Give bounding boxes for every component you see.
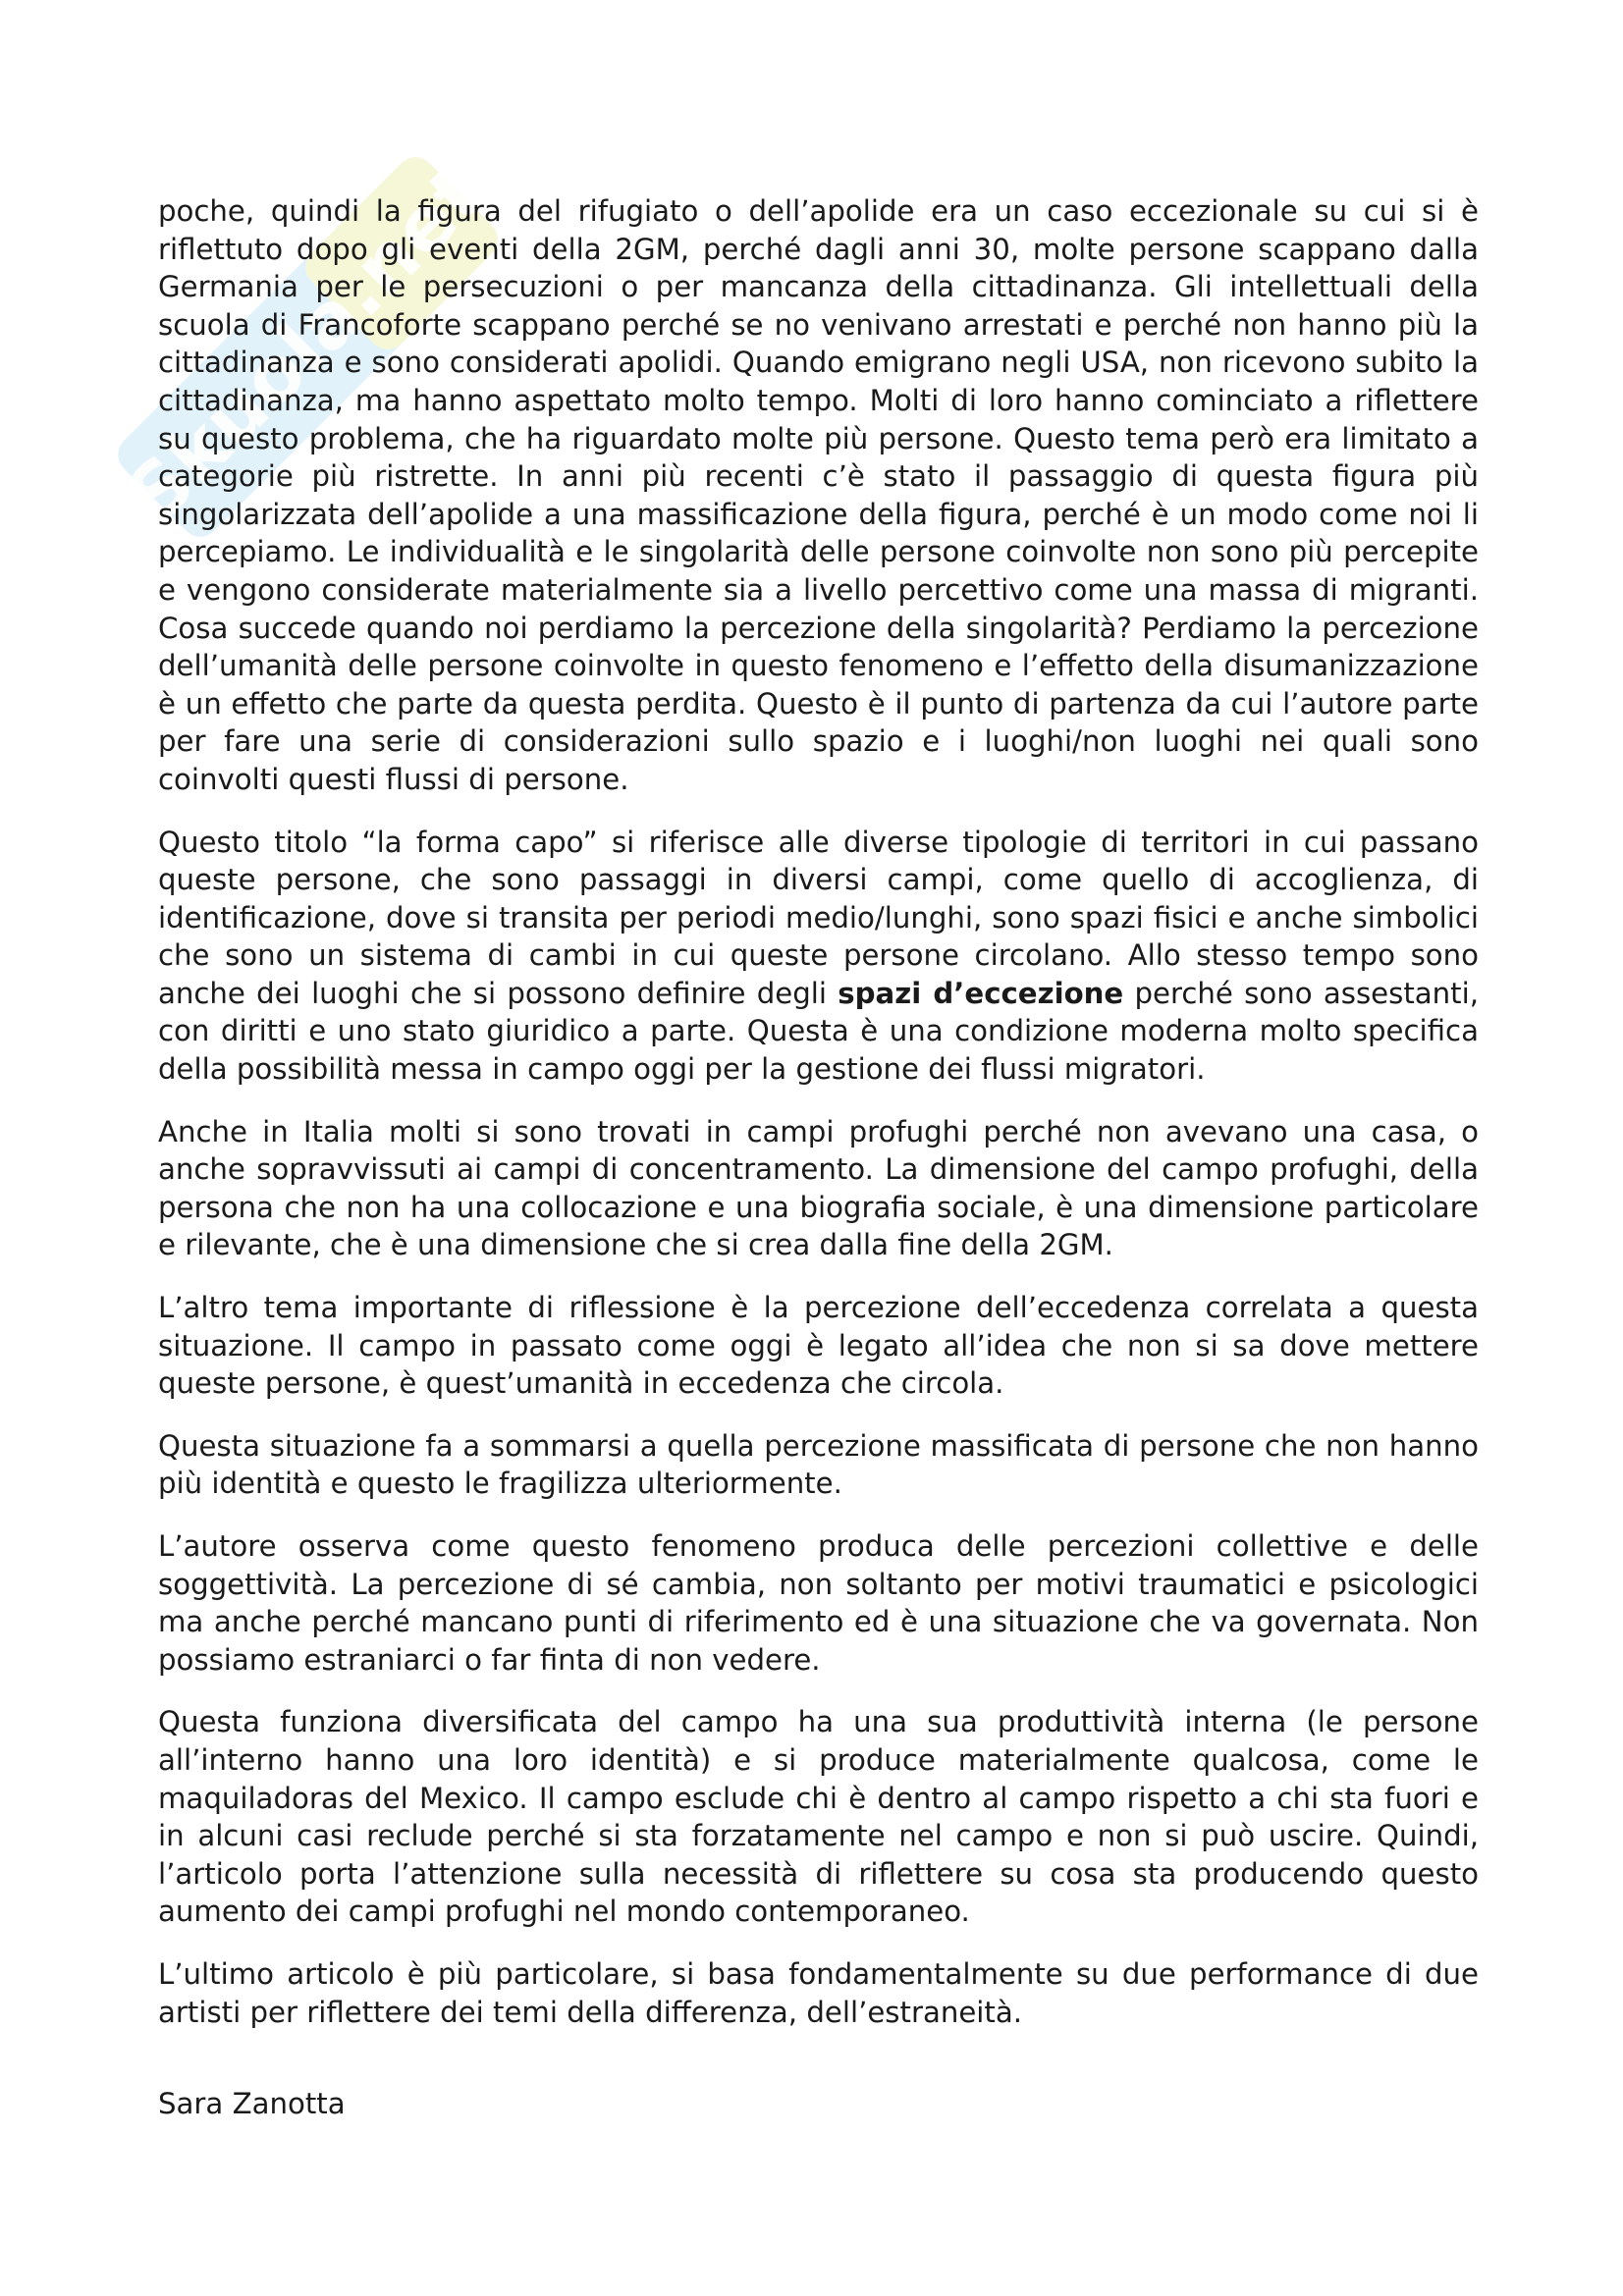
bold-term-spazi-eccezione: spazi d’eccezione xyxy=(838,976,1124,1010)
author-signature: Sara Zanotta xyxy=(158,2087,346,2121)
paragraph-1: poche, quindi la figura del rifugiato o dell’apolide era un caso eccezionale su cui si è riflettuto dopo gli eventi della 2GM, perché dagli anni 30, molte persone scappano dalla Germania per le persecuzioni o per mancanza della cittadinanza. Gli intellettuali della scuola di Francoforte scappano perché se no venivano arrestati e perché non hanno più la cittadinanza e sono considerati apolidi. Quando emigrano negli USA, non ricevono subito la cittadinanza, ma hanno aspettato molto tempo. Molti di loro hanno cominciato a riflettere su questo problema, che ha riguardato molte più persone. Questo tema però era limitato a categorie più ristrette. In anni più recenti c’è stato il passaggio di questa figura più singolarizzata dell’apolide a una massificazione della figura, perché è un modo come noi li percepiamo. Le individualità e le singolarità delle persone coinvolte non sono più percepite e vengono considerate materialmente sia a livello percettivo come una massa di migranti. Cosa succede quando noi perdiamo la percezione della singolarità? Perdiamo la percezione dell’umanità delle persone coinvolte in questo fenomeno e l’effetto della disumanizzazione è un effetto che parte da questa perdita. Questo è il punto di partenza da cui l’autore parte per fare una serie di considerazioni sullo spazio e i luoghi/non luoghi nei quali sono coinvolti questi flussi di persone. xyxy=(158,194,1479,796)
paragraph-2-after: perché sono assestanti, con diritti e uno stato giuridico a parte. Questa è una condizione moderna molto specifica della possibilità messa in campo oggi per la gestione dei flussi migratori. xyxy=(158,976,1479,1087)
paragraph-2 xyxy=(158,824,1479,1089)
paragraph-8: L’ultimo articolo è più particolare, si basa fondamentalmente su due performance di due artisti per riflettere dei temi della differenza, dell’estraneità. xyxy=(158,1956,1479,2029)
paragraph-5: Questa situazione fa a sommarsi a quella percezione massificata di persone che non hanno più identità e questo le fragilizza ulteriormente. xyxy=(158,1428,1479,1501)
paragraph-4: L’altro tema importante di riflessione è la percezione dell’eccedenza correlata a questa situazione. Il campo in passato come oggi è legato all’idea che non si sa dove mettere queste persone, è quest’umanità in eccedenza che circola. xyxy=(158,1291,1479,1401)
paragraph-2-before: Questo titolo “la forma capo” si riferisce alle diverse tipologie di territori in cui passano queste persone, che sono passaggi in diversi campi, come quello di accoglienza, di identificazione, dove si transita per periodi medio/lunghi, sono spazi fisici e anche simbolici che sono un sistema di cambi in cui queste persone circolano. Allo stesso tempo sono anche dei luoghi che si possono definire degli xyxy=(158,825,1479,1010)
document-page xyxy=(158,192,1479,2123)
paragraph-6: L’autore osserva come questo fenomeno produca delle percezioni collettive e delle soggettività. La percezione di sé cambia, non soltanto per motivi traumatici e psicologici ma anche perché mancano punti di riferimento ed è una situazione che va governata. Non possiamo estraniarci o far finta di non vedere. xyxy=(158,1529,1479,1677)
paragraph-7: Questa funziona diversificata del campo ha una sua produttività interna (le persone all’interno hanno una loro identità) e si produce materialmente qualcosa, come le maquiladoras del Mexico. Il campo esclude chi è dentro al campo rispetto a chi sta fuori e in alcuni casi reclude perché si sta forzatamente nel campo e non si può uscire. Quindi, l’articolo porta l’attenzione sulla necessità di riflettere su cosa sta producendo questo aumento dei campi profughi nel mondo contemporaneo. xyxy=(158,1705,1479,1929)
watermark-text: Skuola.net xyxy=(110,149,502,541)
paragraph-3: Anche in Italia molti si sono trovati in campi profughi perché non avevano una casa, o anche sopravvissuti ai campi di concentramento. La dimensione del campo profughi, della persona che non ha una collocazione e una biografia sociale, è una dimensione particolare e rilevante, che è una dimensione che si crea dalla fine della 2GM. xyxy=(158,1114,1479,1262)
